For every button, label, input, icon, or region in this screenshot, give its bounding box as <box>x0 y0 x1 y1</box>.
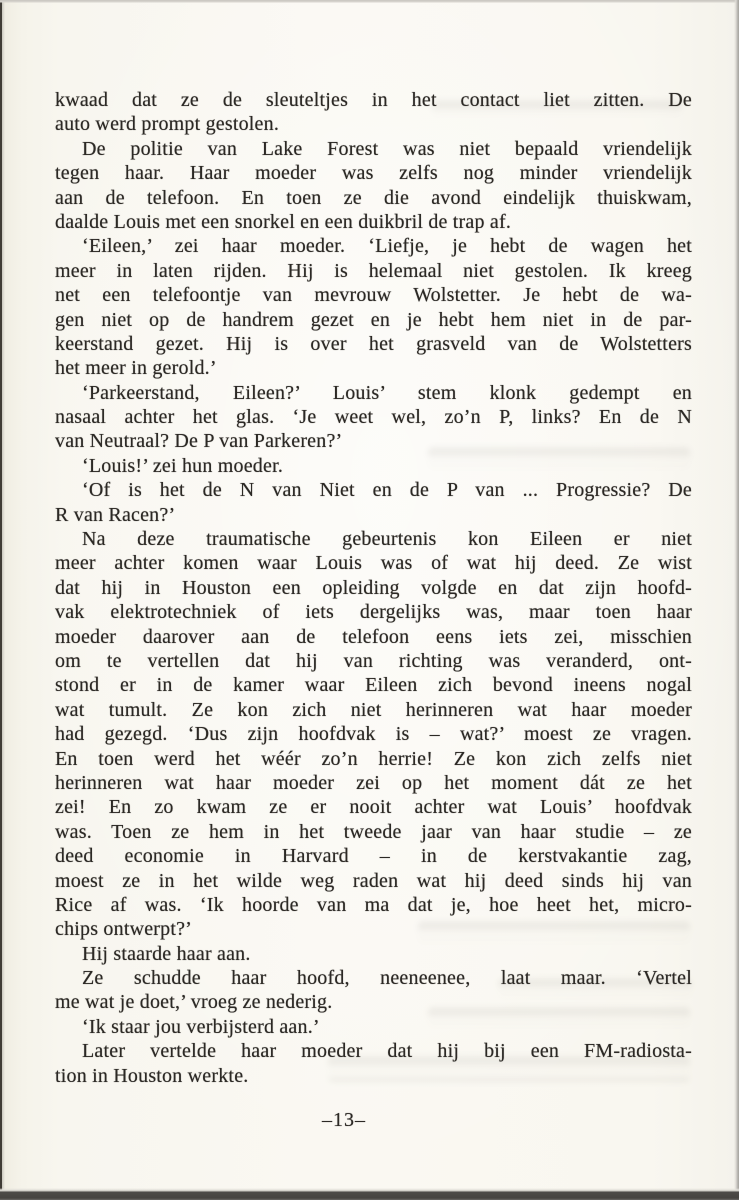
text-line: nasaal achter het glas. ‘Je weet wel, zo’n P, links? En de N <box>55 406 692 429</box>
text-line: tegen haar. Haar moeder was zelfs nog minder vriendelijk <box>55 162 692 185</box>
text-line: deed economie in Harvard – in de kerstvakantie zag, <box>55 845 692 868</box>
text-line: ‘Eileen,’ zei haar moeder. ‘Liefje, je hebt de wagen het <box>82 235 692 258</box>
text-line: De politie van Lake Forest was niet bepaald vriendelijk <box>82 137 692 160</box>
text-line: het meer in gerold.’ <box>55 357 217 380</box>
text-line: keerstand gezet. Hij is over het grasveld van de Wolstetters <box>55 332 692 355</box>
text-line: had gezegd. ‘Dus zijn hoofdvak is – wat?’ moest ze vragen. <box>55 723 692 746</box>
text-line: moeder daarover aan de telefoon eens iets zei, misschien <box>55 625 692 648</box>
text-line: Rice af was. ‘Ik hoorde van ma dat je, hoe heet het, micro- <box>55 893 692 916</box>
text-line: om te vertellen dat hij van richting was veranderd, ont- <box>55 649 692 672</box>
text-line: ‘Parkeerstand, Eileen?’ Louis’ stem klonk gedempt en <box>82 381 692 404</box>
text-line: was. Toen ze hem in het tweede jaar van haar studie – ze <box>55 820 692 843</box>
text-line: ‘Of is het de N van Niet en de P van ... Progressie? De <box>82 479 692 502</box>
text-line: wat tumult. Ze kon zich niet herinneren wat haar moeder <box>55 698 692 721</box>
scan-edge-left <box>0 0 5 1200</box>
text-line: dat hij in Houston een opleiding volgde en dat zijn hoofd- <box>55 576 692 599</box>
text-line: vak elektrotechniek of iets dergelijks was, maar toen haar <box>55 601 692 624</box>
scan-edge-top <box>0 0 739 3</box>
text-line: me wat je doet,’ vroeg ze nederig. <box>55 991 333 1014</box>
text-line: aan de telefoon. En toen ze die avond eindelijk thuiskwam, <box>55 186 692 209</box>
text-line: R van Racen?’ <box>55 503 176 526</box>
text-line: En toen werd het wéér zo’n herrie! Ze kon zich zelfs niet <box>55 747 692 770</box>
text-line: daalde Louis met een snorkel en een duikbril de trap af. <box>55 210 512 233</box>
text-line: moest ze in het wilde weg raden wat hij deed sinds hij van <box>55 869 692 892</box>
text-line: auto werd prompt gestolen. <box>55 113 280 136</box>
text-line: Later vertelde haar moeder dat hij bij een FM-radiosta- <box>82 1040 692 1063</box>
text-line: meer in laten rijden. Hij is helemaal niet gestolen. Ik kreeg <box>55 259 692 282</box>
text-line: meer achter komen waar Louis was of wat hij deed. Ze wist <box>55 552 692 575</box>
text-line: net een telefoontje van mevrouw Wolstetter. Je hebt de wa- <box>55 284 692 307</box>
text-line: tion in Houston werkte. <box>55 1064 249 1087</box>
scan-edge-bottom <box>0 1188 739 1200</box>
text-line: Ze schudde haar hoofd, neeneenee, laat maar. ‘Vertel <box>82 967 692 990</box>
text-line: Hij staarde haar aan. <box>82 942 251 965</box>
text-line: kwaad dat ze de sleuteltjes in het contact liet zitten. De <box>55 89 692 111</box>
text-line: zei! En zo kwam ze er nooit achter wat Louis’ hoofdvak <box>55 796 692 819</box>
text-line: herinneren wat haar moeder zei op het moment dát ze het <box>55 771 692 794</box>
text-line: van Neutraal? De P van Parkeren?’ <box>55 430 343 453</box>
text-line: Na deze traumatische gebeurtenis kon Eileen er niet <box>82 528 692 551</box>
text-line: ‘Louis!’ zei hun moeder. <box>82 454 284 477</box>
body-text-block <box>55 88 692 1088</box>
text-line: chips ontwerpt?’ <box>55 918 193 941</box>
text-line: ‘Ik staar jou verbijsterd aan.’ <box>82 1015 320 1038</box>
scan-edge-right <box>734 0 739 1200</box>
page-number: –13– <box>322 1109 366 1131</box>
text-line: stond er in de kamer waar Eileen zich bevond ineens nogal <box>55 674 692 697</box>
text-line: gen niet op de handrem gezet en je hebt hem niet in de par- <box>55 308 692 331</box>
